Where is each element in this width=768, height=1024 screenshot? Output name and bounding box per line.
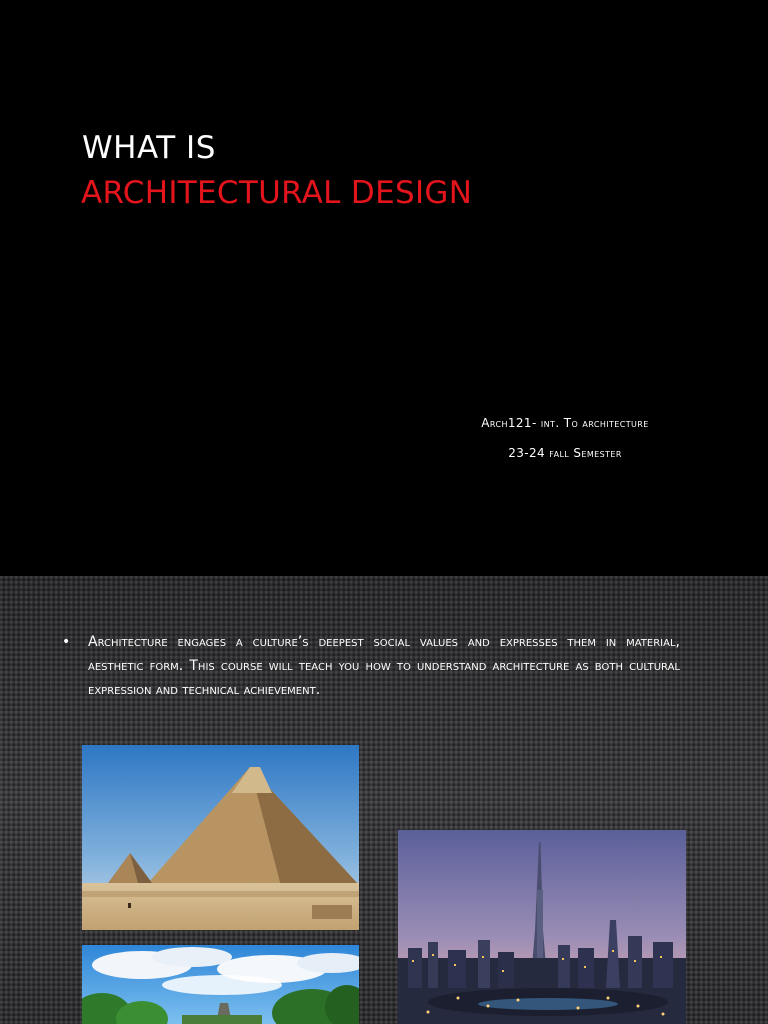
bullet-dot-icon: •	[62, 634, 71, 650]
content-slide	[0, 576, 768, 1024]
course-code: Arch121- int. To architecture	[481, 416, 649, 430]
bullet-text: Architecture engages a culture’s deepest social values and expresses them in material, aesthetic form. This course will teach you how to understand architecture as both cultural expression and technical achievement.	[88, 634, 680, 698]
semester-label: 23-24 fall Semester	[508, 446, 622, 460]
slide-title-line2: ARCHITECTURAL DESIGN	[81, 175, 473, 211]
pyramids-of-giza-photo	[82, 745, 359, 930]
dubai-skyline-photo	[398, 830, 686, 1024]
temple-with-trees-photo	[82, 945, 359, 1024]
slide-title-line1: WHAT IS	[82, 130, 216, 166]
